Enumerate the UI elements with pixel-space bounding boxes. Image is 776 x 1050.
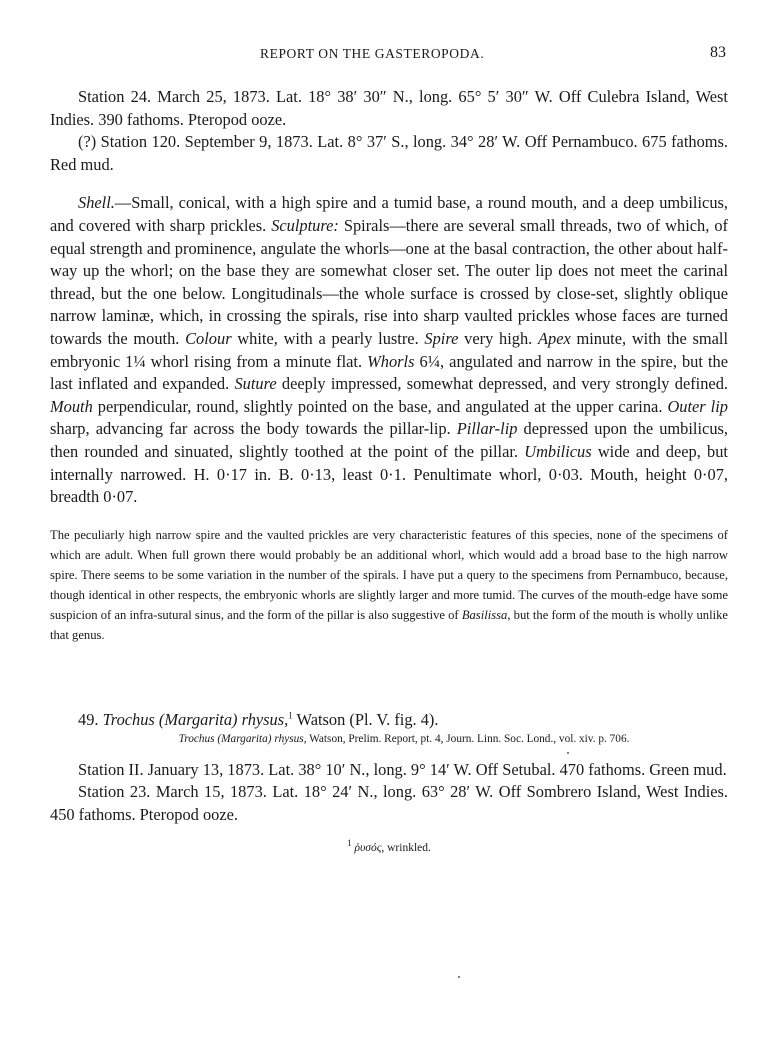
umbilicus-label: Umbilicus [524,441,592,461]
sculpture-label: Sculpture: [271,215,339,235]
species-heading [50,709,728,731]
desc-text-8: perpendicular, round, slightly pointed on the base, and angulated at the upper carina. [92,396,668,416]
species-authority: Watson (Pl. V. fig. 4). [292,709,439,729]
specks [567,752,569,754]
desc-text-10: depressed upon the umbilicus, then rounded and sinuated, slightly toothed at the point of the pillar. [50,419,728,461]
footnote-mark: 1 [347,838,352,849]
footnote-text: , wrinkled. [381,842,431,855]
whorls-label: Whorls [367,351,415,371]
station-120: (?) Station 120. September 9, 1873. Lat. 8° 37′ S., long. 34° 28′ W. Off Pernambuco. 675 fathoms. Red mud. [50,132,728,174]
desc-text-4: very high. [458,328,538,348]
page-number: 83 [710,44,726,61]
suture-label: Suture [234,374,277,394]
remarks-paragraph [50,525,728,645]
desc-text-3: white, with a pearly lustre. [231,328,425,348]
colour-label: Colour [185,328,232,348]
synonym-name: Trochus (Margarita) rhysus [178,732,304,745]
apex-label: Apex [537,328,571,348]
page [50,44,728,854]
synonymy [50,731,728,747]
desc-text-7: deeply impressed, somewhat depressed, and very strongly defined. [276,374,728,394]
running-header [50,44,728,68]
outer-lip-label: Outer lip [667,396,728,416]
footnote-greek: ῥυσός [354,842,382,855]
desc-text-11: wide and deep, but internally narrowed. H. 0·17 in. B. 0·13, least 0·1. Penultimate whorl, 0·03. Mouth, height 0·07, breadth 0·07. [50,441,728,507]
shell-description [50,192,728,508]
running-title: REPORT ON THE GASTEROPODA. [260,46,485,61]
pillar-lip-label: Pillar-lip [456,419,518,439]
desc-text-2: Spirals—there are several small threads, two of which, of equal strength and prominence, angulate the whorls—one at the basal contraction, the other about half-way up the whorl; on the base they are somewhat closer set. The outer lip does not meet the carinal thread, but the one below. Longitudinals—the whole surface is crossed by close-set, slightly oblique narrow laminæ, which, in crossing the spirals, rise into sharp vaulted prickles whose faces are turned towards the mouth. [50,215,728,348]
desc-text-9: sharp, advancing far across the body towards the pillar-lip. [50,419,457,439]
synonym-reference: , Watson, Prelim. Report, pt. 4, Journ. Linn. Soc. Lond., vol. xiv. p. 706. [303,732,630,745]
footnote [50,838,728,855]
desc-text-1: —Small, conical, with a high spire and a tumid base, a round mouth, and a deep umbilicus, and covered with sharp prickles. [50,193,728,235]
species-number: 49. [78,709,103,729]
station-II: Station II. January 13, 1873. Lat. 38° 10′ N., long. 9° 14′ W. Off Setubal. 470 fathoms. Green mud. [78,759,727,779]
species-name: Trochus (Margarita) rhysus, [102,709,289,729]
desc-text-6: 6¼, angulated and narrow in the spire, but the last inflated and expanded. [50,351,728,394]
specks-2 [458,976,460,978]
remarks-text-1: The peculiarly high narrow spire and the vaulted prickles are very characteristic features of this species, none of the specimens of which are adult. When full grown there would probably be an additional whorl, which would add a broad base to the high narrow spire. There seems to be some variation in the number of the spirals. I have put a query to the specimens from Pernambuco, because, though identical in other respects, the embryonic whorls are slightly larger and more tumid. The curves of the mouth-edge have some suspicion of an infra-sutural sinus, and the form of the pillar is also suggestive of [50,527,728,622]
remarks-text-2: , but the form of the mouth is wholly unlike that genus. [50,607,728,642]
basilissa-name: Basilissa [461,607,508,622]
footnote-ref: 1 [288,710,293,721]
station-23: Station 23. March 15, 1873. Lat. 18° 24′ N., long. 63° 28′ W. Off Sombrero Island, West Indies. 450 fathoms. Pteropod ooze. [50,782,728,824]
shell-label: Shell. [78,193,115,213]
desc-text-5: minute, with the small embryonic 1¼ whorl rising from a minute flat. [50,328,728,371]
station-24: Station 24. March 25, 1873. Lat. 18° 38′ 30″ N., long. 65° 5′ 30″ W. Off Culebra Island, West Indies. 390 fathoms. Pteropod ooze. [50,87,728,129]
mouth-label: Mouth [50,396,93,416]
spire-label: Spire [424,328,459,348]
